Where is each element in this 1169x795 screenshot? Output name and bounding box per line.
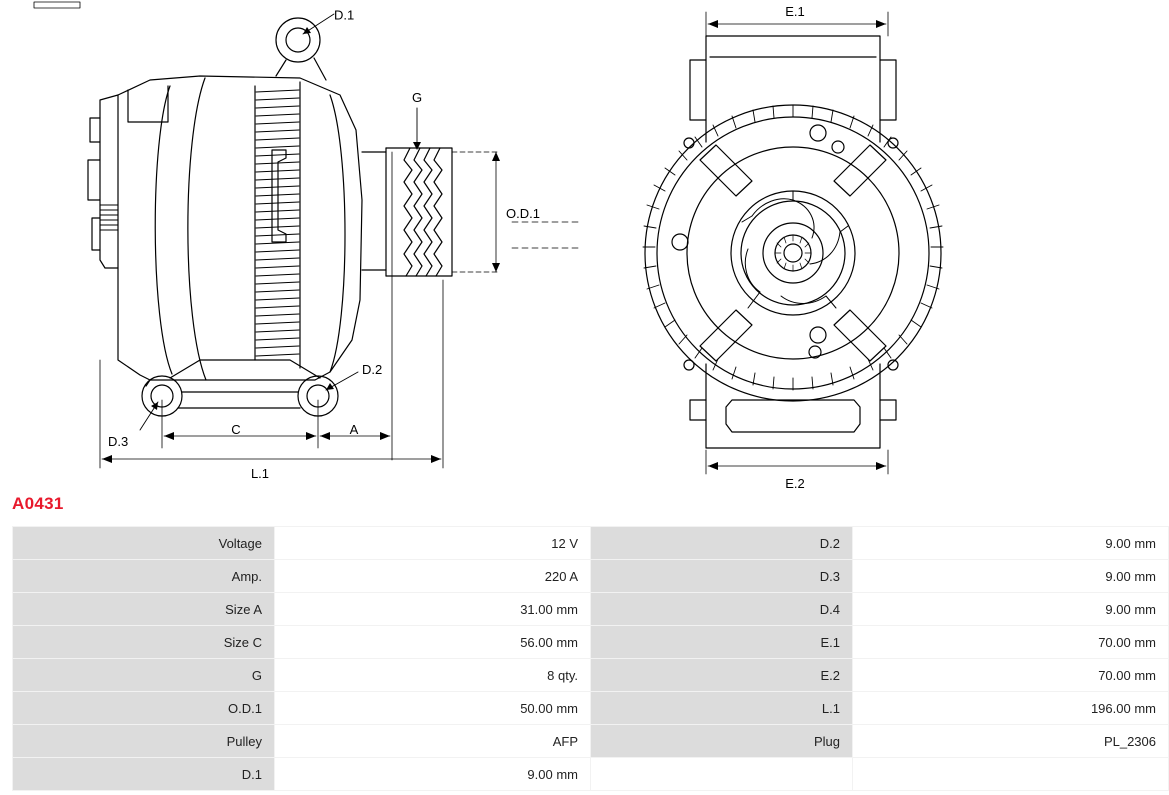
spec-value: 9.00 mm [275, 758, 591, 791]
spec-value: 9.00 mm [853, 560, 1169, 593]
spec-value: 70.00 mm [853, 626, 1169, 659]
spec-value: 8 qty. [275, 659, 591, 692]
label-e2: E.2 [785, 476, 805, 491]
spec-value: 56.00 mm [275, 626, 591, 659]
spec-label: D.1 [13, 758, 275, 791]
spec-label: E.2 [591, 659, 853, 692]
label-d2: D.2 [362, 362, 383, 377]
label-l1: L.1 [250, 466, 270, 481]
spec-value: 196.00 mm [853, 692, 1169, 725]
label-e1: E.1 [785, 4, 805, 19]
table-row [13, 692, 1169, 725]
spec-label: D.3 [591, 560, 853, 593]
spec-table-body [13, 527, 1169, 791]
label-c: C [231, 422, 241, 437]
table-row [13, 659, 1169, 692]
spec-value: 12 V [275, 527, 591, 560]
spec-value: 9.00 mm [853, 593, 1169, 626]
spec-value: 31.00 mm [275, 593, 591, 626]
table-row [13, 626, 1169, 659]
spec-label-empty [591, 758, 853, 791]
specifications-table [12, 526, 1169, 791]
label-d3: D.3 [108, 434, 129, 449]
spec-value: 70.00 mm [853, 659, 1169, 692]
label-od1: O.D.1 [506, 206, 540, 221]
spec-label: Amp. [13, 560, 275, 593]
spec-label: Pulley [13, 725, 275, 758]
spec-label: O.D.1 [13, 692, 275, 725]
spec-label: Voltage [13, 527, 275, 560]
label-a: A [349, 422, 359, 437]
spec-value-empty [853, 758, 1169, 791]
table-row [13, 527, 1169, 560]
spec-label: D.2 [591, 527, 853, 560]
spec-label: E.1 [591, 626, 853, 659]
spec-label: L.1 [591, 692, 853, 725]
label-g: G [411, 90, 423, 105]
spec-value: PL_2306 [853, 725, 1169, 758]
spec-label: Plug [591, 725, 853, 758]
spec-label: Size C [13, 626, 275, 659]
table-row [13, 758, 1169, 791]
spec-label: G [13, 659, 275, 692]
spec-value: 50.00 mm [275, 692, 591, 725]
table-row [13, 725, 1169, 758]
spec-value: 220 A [275, 560, 591, 593]
spec-value: AFP [275, 725, 591, 758]
spec-label: Size A [13, 593, 275, 626]
spec-value: 9.00 mm [853, 527, 1169, 560]
table-row [13, 560, 1169, 593]
part-number: A0431 [12, 494, 64, 513]
label-d1: D.1 [334, 7, 355, 23]
spec-label: D.4 [591, 593, 853, 626]
table-row [13, 593, 1169, 626]
